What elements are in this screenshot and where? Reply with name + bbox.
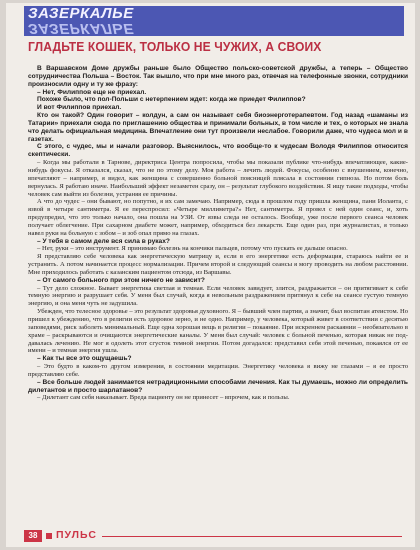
article-headline: ГЛАДЬТЕ КОШЕК, ТОЛЬКО НЕ ЧУЖИХ, А СВОИХ <box>28 40 322 54</box>
footer-rule <box>102 536 402 537</box>
magazine-page <box>6 3 415 547</box>
article-paragraph: – Нет, Филиппов еще не приехал. <box>37 88 147 96</box>
article-paragraph: Я представляю себе человека как энергетическую матрицу и, если в его энергетике есть деформация, стараюсь найти ее и устранить. А потом начинается процесс нормализации. Причем второй и следующий сеансы я могу проводить на любом расстоянии. Мне приходилось работать с казанским пациентом отсюда, из Варшавы. <box>28 253 408 276</box>
article-paragraph: – Тут дело сложное. Бывает энергетика светлая и темная. Если человек завидует, злится, раздражается – он притягивает к себе темную энергию и разрушает себя. У меня был случай, когда я невольным раздражением притянул к себе на сеансе густую темную энергию, и она меня чуть не задушила. <box>28 284 408 308</box>
article-paragraph: – Когда мы работали в Тарнове, директриса Центра попросила, чтобы мы показали публике что-нибудь впечатляющее, какие-нибудь фокусы. Я отказался, сказал, что не по этому делу. Моя работа – лечить людей. Фокусы, особенно с внушением, конечно, впечатляют – например, я видел, как женщина с совершенно больной поясницей плясала в состоянии гипноза. Но потом боль вернулась. Я работаю иначе. Наибольший эффект незаметен сразу, он – результат глубокого воздействия. Я ищу такие подходы, чтобы человек сам выйти из болезни, устраняя ее причины. <box>28 159 408 198</box>
article-paragraph: Убежден, что телесное здоровье – это результат здоровья духовного. Я – бывший член партии, а значит, был воспитан атеистом. Но пришел к убеждению, что в религии есть здоровое зерно, и не одно. Например, у человека, который живет в соответствии с десятью заповедями, риск заболеть минимальный. Еще одна хорошая вещь в религии – покаяние. При искреннем раскаянии – необязательно в храме – раскрываются и очищаются энергетические каналы. У меня был случай: человек с больной печенью, которая никак не поддавалась лечению. Не мог я одолеть этот сгусток темной энергии. Потом догадался: представил себя этой печенью, покаялся от ее имени – и темная энергия ушла. <box>28 308 408 355</box>
section-marker-square <box>46 533 52 539</box>
page-number: 38 <box>24 530 42 542</box>
article-paragraph: – Нет, руки – это инструмент. Я принимаю болезнь на кончики пальцев, потому что пускать ее дальше опасно. <box>37 245 348 253</box>
article-paragraph: – У тебя в самом деле вся сила в руках? <box>37 237 170 245</box>
article-paragraph: – Дилетант сам себя наказывает. Вреда пациенту он не принесет – впрочем, как и пользы. <box>37 394 290 402</box>
article-paragraph: Похоже было, что пол-Польши с нетерпением ждет: когда же приедет Филиппов? <box>37 96 306 104</box>
article-paragraph: Кто он такой? Один говорит – колдун, а сам он называет себя биоэнерготерапевтом. Год назад «шаманы из Татарии» приехали сюда по приглашению общества и принимали больных, в том числе и тех, о которых не знала что делать официальная медицина. Впечатление они тут произвели неслабое. Говорили даже, что чудеса мол и в газетах. <box>28 112 408 143</box>
article-paragraph: – Это будто в каком-то другом измерении, в состоянии медитации. Энергетику человека я вижу не глазами – я ее просто представляю себе. <box>28 363 408 378</box>
article-paragraph: А что до чудес – они бывают, но попутно, я их сам замечаю. Например, сюда в прошлом году пришла женщина, пани Иоланта, с язвой в четыре сантиметра. Я ее переспросил: «Четыре миллиметра?» Нет, сантиметра. Я провел с ней один сеанс, и, хоть предупредил, что это только начало, она пошла на УЗИ. От язвы следа не осталось. Вообще, уже после первого сеанса человек получает облегчение. При сахарном диабете может, например, обходиться без лекарств. Еще один раз, при журналистах, я только навел руки на больную с зобом – и зоб опал прямо на глазах. <box>28 198 408 237</box>
rubric-title: ЗАЗЕРКАЛЬЕ <box>28 5 134 22</box>
article-paragraph: И вот Филиппов приехал. <box>37 104 122 112</box>
article-paragraph: В Варшавском Доме дружбы раньше было Общество польско-советской дружбы, а теперь – Общество сотрудничества Польша – Восток. Так вышло, что при мне много раз, отвечая на телефонные звонки, сотрудники произносили одну и ту же фразу: <box>28 65 408 88</box>
page-footer <box>24 530 404 542</box>
article-paragraph: – Как ты все это ощущаешь? <box>37 355 132 363</box>
article-body <box>28 65 408 521</box>
rubric-banner <box>24 6 404 36</box>
section-name: ПУЛЬС <box>56 529 97 541</box>
article-paragraph: – Все больше людей занимается нетрадиционными способами лечения. Как ты думаешь, можно ли определить дилетантов и просто шарлатанов? <box>28 378 408 394</box>
article-paragraph: С этого, с чудес, мы и начали разговор. Выяснилось, что вообще-то к чудесам Володя Филиппов относится скептически. <box>28 143 408 159</box>
rubric-title-mirrored: ЗАЗЕРКАЛЬЕ <box>28 20 134 37</box>
article-paragraph: – От самого больного при этом ничего не зависит? <box>37 276 205 284</box>
